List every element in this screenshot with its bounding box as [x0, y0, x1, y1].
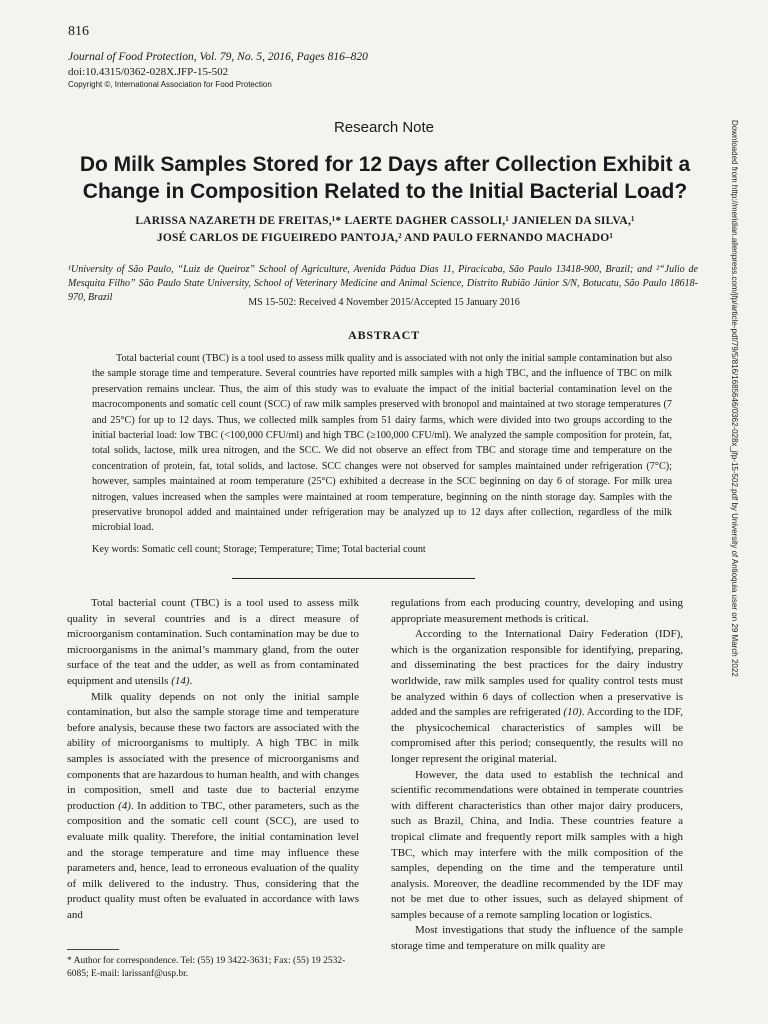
download-watermark: Downloaded from http://meridian.allenpress.com/jfp/article-pdf/79/5/816/1685646/0362-028x_jfp-15-502.pdf by University of Antioquia user on 29 March 2022 [730, 120, 739, 677]
body-paragraph: Milk quality depends on not only the initial sample contamination, but also the sample storage time and temperature before analysis, because these two factors are associated with the ability of microorganisms to multiply. A high TBC in milk samples is associated with the presence of microorganisms and components that are hazardous to human health, and with changes in composition, smell and taste due to bacterial enzyme production (4). In addition to TBC, other parameters, such as the composition and the somatic cell count (SCC), are used to evaluate milk quality. Therefore, the initial contamination level and the storage temperature and time may influence these parameters and, hence, lead to erroneous evaluation of the quality of milk delivered to the industry. Thus, considering that the product quality must often be evaluated in accordance with laws and [67, 690, 359, 921]
left-column [67, 596, 359, 923]
body-paragraph: Most investigations that study the influence of the sample storage time and temperature on milk quality are [391, 924, 683, 953]
copyright-line: Copyright ©, International Association for Food Protection [68, 80, 272, 89]
body-paragraph: Total bacterial count (TBC) is a tool used to assess milk quality in several countries and is a direct measure of microorganism contamination. Such contamination may be due to microorganisms in the animal’s mammary gland, from the outer surface of the teat and the udder, as well as from contaminated equipment and utensils (14). [67, 597, 359, 687]
citation-ref[interactable]: (14) [171, 674, 190, 687]
manuscript-info: MS 15-502: Received 4 November 2015/Accepted 15 January 2016 [248, 297, 520, 308]
affiliations: ¹University of São Paulo, “Luiz de Queiroz” School of Agriculture, Avenida Pádua Dias 11, Piracicaba, São Paulo 13418-900, Brazil; and ²“Julio de Mesquita Filho” São Paulo State University, School of Veterinary Medicine and Animal Science, Distrito Rubião Júnior S/N, Botucatu, São Paulo 18618-970, Brazil [68, 264, 698, 303]
abstract-heading: ABSTRACT [348, 328, 420, 342]
author-list-line-1: LARISSA NAZARETH DE FREITAS,¹* LAERTE DAGHER CASSOLI,¹ JANIELEN DA SILVA,¹ [135, 215, 635, 227]
author-list-line-2: JOSÉ CARLOS DE FIGUEIREDO PANTOJA,² AND PAULO FERNANDO MACHADO¹ [156, 232, 614, 244]
section-label: Research Note [333, 119, 435, 136]
citation-ref[interactable]: (4) [118, 799, 131, 812]
body-paragraph: However, the data used to establish the technical and scientific recommendations were obtained in temperate countries with different characteristics than other major dairy producers, such as Brazil, China, and India. These countries feature a tropical climate and frequently report milk samples with a high TBC, which may interfere with the milk composition of the samples, depending on the time and the temperature until analysis. Moreover, the deadline recommended by the IDF may not be met due to other issues, such as delayed shipment of samples because of a remote sampling location or logistics. [391, 768, 683, 921]
section-divider [232, 578, 475, 579]
correspondence-footnote: * Author for correspondence. Tel: (55) 19 3422-3631; Fax: (55) 19 2532-6085; E-mail: larissanf@usp.br. [67, 956, 346, 979]
right-column [391, 596, 683, 955]
journal-citation: Journal of Food Protection, Vol. 79, No. 5, 2016, Pages 816–820 [68, 51, 368, 63]
page-number: 816 [68, 24, 89, 39]
abstract-text: Total bacterial count (TBC) is a tool used to assess milk quality and is associated with not only the initial sample contamination but also the sample storage time and temperature. Several countries have reported milk samples with a high TBC, and the influence of TBC on milk preservation remains unclear. Thus, the aim of this study was to evaluate the impact of the initial bacterial contamination level on the macrocomponents and somatic cell count (SCC) of raw milk samples preserved with bronopol and maintained at two storage temperatures (7 and 25°C) for up to 12 days. Thus, we collected milk samples from 51 dairy farms, which were divided into two groups according to the initial bacterial load: low TBC (<100,000 CFU/ml) and high TBC (≥100,000 CFU/ml). We analyzed the sample composition for protein, fat, total solids, lactose, milk urea nitrogen, and the SCC. We did not observe an effect from TBC and storage time and temperature on the concentration of protein, fat, total solids, and lactose. SCC changes were not observed for samples maintained under refrigeration (7°C); however, samples maintained at room temperature (25°C) exhibited a decrease in the SCC beginning on day 6 of storage. For milk urea nitrogen, values increased when the samples were maintained at room temperature, beginning on the ninth storage day. Samples with the preservative bronopol added and maintained under refrigeration may be analyzed up to 12 days after collection, regardless of the milk microbial load. [92, 353, 672, 534]
doi-line: doi:10.4315/0362-028X.JFP-15-502 [68, 66, 229, 78]
body-paragraph: regulations from each producing country, developing and using appropriate measurement methods is critical. [391, 597, 683, 625]
keywords: Key words: Somatic cell count; Storage; Temperature; Time; Total bacterial count [92, 544, 426, 555]
body-paragraph: According to the International Dairy Federation (IDF), which is the organization responsible for identifying, preparing, and disseminating the best practices for the dairy industry worldwide, raw milk samples used for quality control tests must be analyzed within 6 days of collection when a preservative is added and the samples are refrigerated (10). According to the IDF, the physicochemical characteristics of samples will be compromised after this period; consequently, the results will no longer represent the original material. [391, 628, 683, 765]
paper-title: Do Milk Samples Stored for 12 Days after Collection Exhibit a Change in Composition Related to the Initial Bacterial Load? [79, 153, 691, 203]
footnote-divider [67, 949, 119, 950]
citation-ref[interactable]: (10) [563, 706, 582, 719]
